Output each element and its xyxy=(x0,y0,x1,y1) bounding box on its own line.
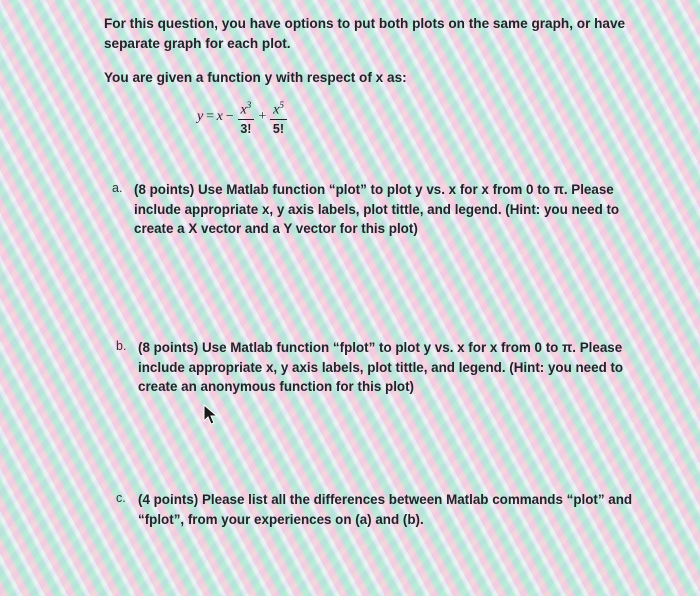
question-b-label: b. xyxy=(116,339,127,353)
term2-power: 5 xyxy=(279,99,284,110)
formula-lhs: y xyxy=(197,109,204,124)
formula-x: x xyxy=(216,109,223,124)
mouse-pointer-icon xyxy=(203,404,219,426)
question-a xyxy=(112,180,652,239)
formula-equals: = xyxy=(205,109,215,124)
question-a-text: (8 points) Use Matlab function “plot” to plot y vs. x for x from 0 to π. Please include appropriate x, y axis labels, plot tittle, and legend. (Hint: you need to create a X vector and a Y vector for this plot) xyxy=(134,182,620,237)
function-intro-text: You are given a function y with respect of x as: xyxy=(104,70,407,85)
term1-denominator: 3! xyxy=(240,122,252,137)
term2-numerator: x xyxy=(273,102,280,118)
term1-numerator: x xyxy=(240,102,247,118)
fraction-term1 xyxy=(237,97,254,138)
taylor-formula xyxy=(196,92,289,142)
question-a-label: a. xyxy=(112,181,123,195)
term2-denominator: 5! xyxy=(272,122,285,137)
fraction-term2 xyxy=(270,97,287,138)
formula-plus: + xyxy=(257,109,267,124)
term1-power: 3 xyxy=(246,99,252,110)
question-c-label: c. xyxy=(116,491,126,505)
question-b xyxy=(116,338,638,397)
question-c xyxy=(116,490,636,529)
formula-minus: − xyxy=(224,109,235,124)
question-c-text: (4 points) Please list all the differences between Matlab commands “plot” and “fplot”, from your experiences on (a) and (b). xyxy=(138,492,633,527)
question-b-text: (8 points) Use Matlab function “fplot” to plot y vs. x for x from 0 to π. Please include appropriate x, y axis labels, plot tittle, and legend. (Hint: you need to create an anonymous function for this plot) xyxy=(138,340,624,395)
intro-text: For this question, you have options to put both plots on the same graph, or have separate graph for each plot. xyxy=(104,16,626,51)
